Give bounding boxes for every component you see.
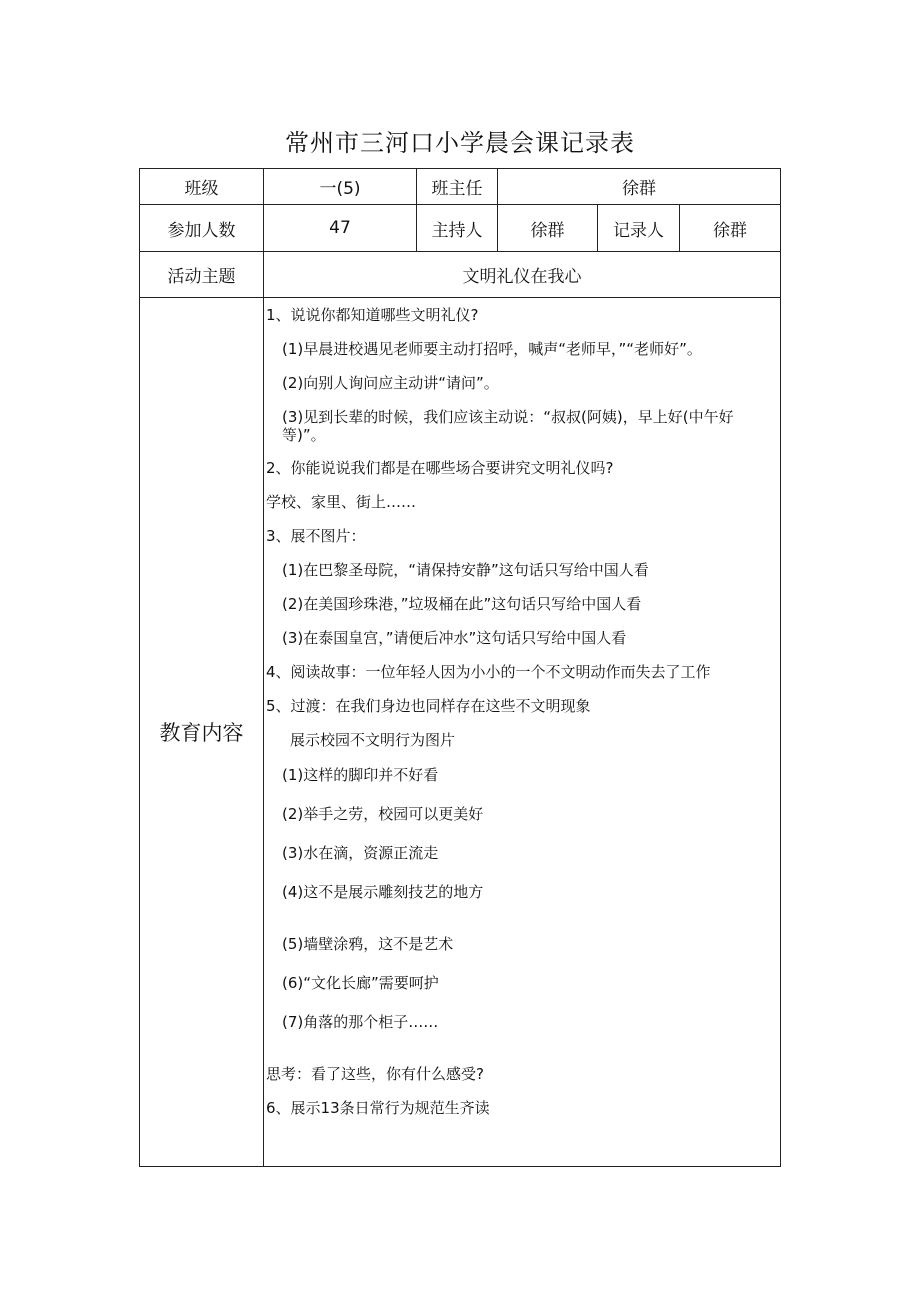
- content-line: (6)“文化长廊”需要呵护: [282, 974, 439, 992]
- table-row: [140, 298, 781, 1167]
- content-line: 1、说说你都知道哪些文明礼仪?: [266, 306, 479, 324]
- host-value: 徐群: [498, 205, 598, 252]
- recorder-value: 徐群: [680, 205, 781, 252]
- class-label: 班级: [140, 169, 264, 205]
- content-line: (3)见到长辈的时候，我们应该主动说：“叔叔(阿姨)，早上好(中午好等)”。: [282, 408, 734, 444]
- recorder-label: 记录人: [598, 205, 680, 252]
- content-line: (2)举手之劳，校园可以更美好: [282, 805, 484, 823]
- class-value: 一(5): [264, 169, 417, 205]
- content-line: 思考：看了这些，你有什么感受?: [266, 1065, 484, 1083]
- table-row: [140, 169, 781, 205]
- content-line: 展示校园不文明行为图片: [290, 731, 456, 749]
- content-line: (1)在巴黎圣母院，“请保持安静”这句话只写给中国人看: [282, 561, 649, 579]
- content-line: (3)在泰国皇宫，”请便后冲水”这句话只写给中国人看: [282, 629, 627, 647]
- table-row: [140, 252, 781, 298]
- content-line: 2、你能说说我们都是在哪些场合要讲究文明礼仪吗?: [266, 459, 614, 477]
- content-line: (2)在美国珍珠港，”垃圾桶在此”这句话只写给中国人看: [282, 595, 642, 613]
- theme-value: 文明礼仪在我心: [264, 252, 781, 298]
- record-table: [139, 168, 781, 1167]
- content-line: 学校、家里、街上……: [266, 493, 417, 511]
- content-label: 教育内容: [140, 298, 264, 1167]
- content-line: (7)角落的那个柜子……: [282, 1013, 439, 1031]
- content-cell: [264, 298, 781, 1167]
- attendance-label: 参加人数: [140, 205, 264, 252]
- content-line: (4)这不是展示雕刻技艺的地方: [282, 883, 484, 901]
- content-line: 6、展示13条日常行为规范生齐读: [266, 1099, 490, 1117]
- head-teacher-value: 徐群: [498, 169, 781, 205]
- content-line: 3、展不图片：: [266, 527, 366, 545]
- table-row: [140, 205, 781, 252]
- content-line: (1)这样的脚印并不好看: [282, 766, 439, 784]
- page-title: 常州市三河口小学晨会课记录表: [285, 129, 635, 157]
- content-line: (1)早晨进校遇见老师要主动打招呼，喊声“老师早，”“老师好”。: [282, 340, 702, 358]
- content-line: (3)水在滴，资源正流走: [282, 844, 439, 862]
- content-line: 5、过渡：在我们身边也同样存在这些不文明现象: [266, 697, 591, 715]
- content-line: (5)墙壁涂鸦，这不是艺术: [282, 935, 454, 953]
- theme-label: 活动主题: [140, 252, 264, 298]
- content-line: 4、阅读故事：一位年轻人因为小小的一个不文明动作而失去了工作: [266, 663, 711, 681]
- content-line: (2)向别人询问应主动讲“请问”。: [282, 374, 499, 392]
- head-teacher-label: 班主任: [417, 169, 498, 205]
- host-label: 主持人: [417, 205, 498, 252]
- attendance-value: 47: [264, 205, 417, 252]
